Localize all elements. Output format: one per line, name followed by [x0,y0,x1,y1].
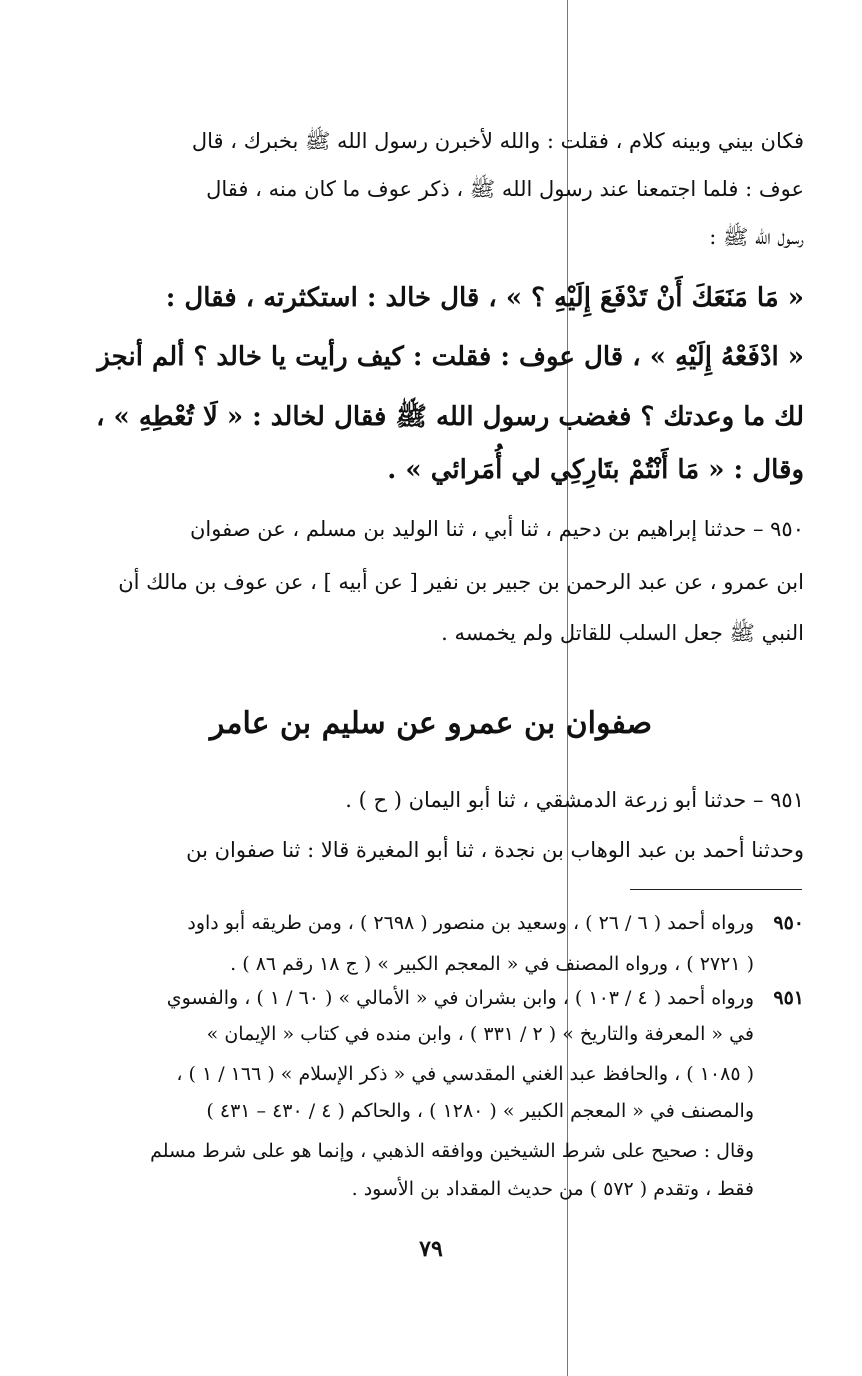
footnote-line: ورواه أحمد ( ٦ / ٢٦ ) ، وسعيد بن منصور ( ٢٦٩٨ ) ، ومن طريقه أبو داود [187,912,754,934]
hadith-line: لك ما وعدتك ؟ فغضب رسول الله ﷺ فقال لخالد : « لَا تُعْطِهِ » ، [96,402,804,432]
hadith-line: « ادْفَعْهُ إِلَيْهِ » ، قال عوف : فقلت : كيف رأيت يا خالد ؟ ألم أنجز [97,342,804,372]
footnote-line: فقط ، وتقدم ( ٥٧٢ ) من حديث المقداد بن الأسود . [351,1178,754,1200]
footnote-number: ٩٥١ [773,987,804,1009]
footnote-number: ٩٥٠ [773,912,804,934]
report-950-line: ابن عمرو ، عن عبد الرحمن بن جبير بن نفير [ عن أبيه ] ، عن عوف بن مالك أن [118,570,804,594]
footnote-line: في « المعرفة والتاريخ » ( ٢ / ٣٣١ ) ، وابن منده في كتاب « الإيمان » [206,1023,754,1045]
report-950-line: ٩٥٠ – حدثنا إبراهيم بن دحيم ، ثنا أبي ، ثنا الوليد بن مسلم ، عن صفوان [189,517,804,541]
narration-line: رسول الله ﷺ : [709,225,804,249]
hadith-line: وقال : « مَا أَنْتُمْ بتَارِكِي لي أُمَرائي » . [387,455,804,485]
footnote-line: ( ١٠٨٥ ) ، والحافظ عبد الغني المقدسي في « ذكر الإسلام » ( ١٦٦ / ١ ) ، [176,1063,754,1085]
footnote-line: وقال : صحيح على شرط الشيخين ووافقه الذهبي ، وإنما هو على شرط مسلم [150,1140,754,1162]
footnote-line: والمصنف في « المعجم الكبير » ( ١٢٨٠ ) ، والحاكم ( ٤ / ٤٣٠ – ٤٣١ ) [206,1100,754,1122]
narration-line: عوف : فلما اجتمعنا عند رسول الله ﷺ ، ذكر عوف ما كان منه ، فقال [206,177,804,201]
footnote-line: ورواه أحمد ( ٤ / ١٠٣ ) ، وابن بشران في « الأمالي » ( ٦٠ / ١ ) ، والفسوي [166,987,754,1009]
footnote-line: ( ٢٧٢١ ) ، ورواه المصنف في « المعجم الكبير » ( ج ١٨ رقم ٨٦ ) . [230,953,754,975]
page-number: ٧٩ [419,1236,443,1262]
report-951-line: وحدثنا أحمد بن عبد الوهاب بن نجدة ، ثنا أبو المغيرة قالا : ثنا صفوان بن [186,838,804,862]
report-950-line: النبي ﷺ جعل السلب للقاتل ولم يخمسه . [441,621,804,645]
footnote-separator [630,889,802,890]
hadith-line: « مَا مَنَعَكَ أَنْ تَدْفَعَ إِلَيْهِ ؟ » ، قال خالد : استكثرته ، فقال : [165,283,804,313]
report-951-line: ٩٥١ – حدثنا أبو زرعة الدمشقي ، ثنا أبو اليمان ( ح ) . [345,788,804,812]
narration-line: فكان بيني وبينه كلام ، فقلت : والله لأخبرن رسول الله ﷺ بخبرك ، قال [191,129,804,153]
section-heading: صفوان بن عمرو عن سليم بن عامر [209,706,653,741]
